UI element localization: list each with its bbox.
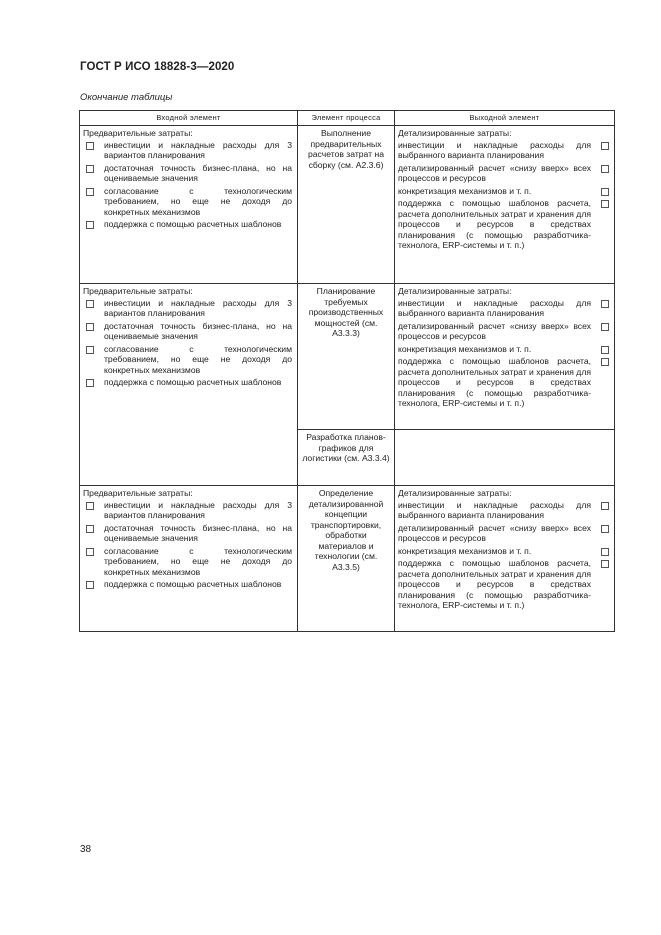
checkbox-icon bbox=[601, 323, 609, 331]
input-item: поддержка с помощью расчетных шаблонов bbox=[83, 219, 294, 230]
column-header-process: Элемент процесса bbox=[298, 111, 395, 126]
process-table bbox=[79, 110, 615, 632]
checkbox-icon bbox=[601, 358, 609, 366]
checkbox-icon bbox=[601, 502, 609, 510]
input-item: поддержка с помощью расчетных шаблонов bbox=[83, 579, 294, 590]
input-item: достаточная точность бизнес-плана, но на оцениваемые значения bbox=[83, 321, 294, 342]
document-title: ГОСТ Р ИСО 18828-3—2020 bbox=[80, 61, 235, 73]
output-item: детализированный расчет «снизу вверх» всех процессов и ресурсов bbox=[398, 163, 611, 184]
input-cell bbox=[80, 486, 298, 632]
checkbox-icon bbox=[86, 525, 94, 533]
page-number: 38 bbox=[80, 844, 92, 855]
checkbox-icon bbox=[86, 300, 94, 308]
output-item: детализированный расчет «снизу вверх» всех процессов и ресурсов bbox=[398, 321, 611, 342]
output-item: инвестиции и накладные расходы для выбранного варианта планирования bbox=[398, 500, 611, 521]
checkbox-icon bbox=[601, 200, 609, 208]
checkbox-icon bbox=[601, 300, 609, 308]
checkbox-icon bbox=[601, 142, 609, 150]
table-row bbox=[80, 126, 615, 284]
table-row bbox=[80, 486, 615, 632]
input-item: согласование с технологическим требованием, но еще не доходя до конкретных механизмов bbox=[83, 546, 294, 578]
input-item: инвестиции и накладные расходы для 3 вариантов планирования bbox=[83, 298, 294, 319]
input-item: согласование с технологическим требованием, но еще не доходя до конкретных механизмов bbox=[83, 186, 294, 218]
output-heading: Детализированные затраты: bbox=[398, 128, 512, 138]
checkbox-icon bbox=[601, 560, 609, 568]
checkbox-icon bbox=[86, 142, 94, 150]
checkbox-icon bbox=[601, 548, 609, 556]
output-item: конкретизация механизмов и т. п. bbox=[398, 186, 611, 197]
checkbox-icon bbox=[601, 525, 609, 533]
process-cell: Выполнение предварительных расчетов затрат на сборку (см. А2.3.6) bbox=[298, 126, 395, 284]
output-item: поддержка с помощью шаблонов расчета, расчета дополнительных затрат и хранения для процессов и ресурсов в средствах планирования (с помощью разработчика-технолога, ERP-системы и т. п.) bbox=[398, 198, 611, 251]
process-cell: Планирование требуемых производственных мощностей (см. А3.3.3) bbox=[298, 284, 395, 430]
checkbox-icon bbox=[86, 379, 94, 387]
column-header-input: Входной элемент bbox=[80, 111, 298, 126]
table-header-row bbox=[80, 111, 615, 126]
checkbox-icon bbox=[86, 221, 94, 229]
output-heading: Детализированные затраты: bbox=[398, 286, 512, 296]
output-item: поддержка с помощью шаблонов расчета, расчета дополнительных затрат и хранения для процессов и ресурсов в средствах планирования (с помощью разработчика-технолога, ERP-системы и т. п.) bbox=[398, 356, 611, 409]
checkbox-icon bbox=[86, 548, 94, 556]
table-caption: Окончание таблицы bbox=[80, 92, 173, 103]
input-item: достаточная точность бизнес-плана, но на оцениваемые значения bbox=[83, 523, 294, 544]
input-item: достаточная точность бизнес-плана, но на оцениваемые значения bbox=[83, 163, 294, 184]
checkbox-icon bbox=[601, 165, 609, 173]
input-heading: Предварительные затраты: bbox=[83, 488, 193, 498]
input-heading: Предварительные затраты: bbox=[83, 286, 193, 296]
output-item: инвестиции и накладные расходы для выбранного варианта планирования bbox=[398, 140, 611, 161]
input-item: инвестиции и накладные расходы для 3 вариантов планирования bbox=[83, 140, 294, 161]
input-heading: Предварительные затраты: bbox=[83, 128, 193, 138]
input-item: инвестиции и накладные расходы для 3 вариантов планирования bbox=[83, 500, 294, 521]
checkbox-icon bbox=[86, 581, 94, 589]
input-cell bbox=[80, 126, 298, 284]
output-cell bbox=[395, 284, 615, 430]
output-cell bbox=[395, 486, 615, 632]
input-item: поддержка с помощью расчетных шаблонов bbox=[83, 377, 294, 388]
output-cell-empty bbox=[395, 430, 615, 486]
table-row bbox=[80, 284, 615, 430]
output-heading: Детализированные затраты: bbox=[398, 488, 512, 498]
process-cell: Определение детализированной концепции транспортировки, обработки материалов и технологии (см. А3.3.5) bbox=[298, 486, 395, 632]
output-cell bbox=[395, 126, 615, 284]
process-cell: Разработка планов-графиков для логистики (см. А3.3.4) bbox=[298, 430, 395, 486]
checkbox-icon bbox=[86, 346, 94, 354]
checkbox-icon bbox=[601, 346, 609, 354]
input-item: согласование с технологическим требованием, но еще не доходя до конкретных механизмов bbox=[83, 344, 294, 376]
checkbox-icon bbox=[86, 188, 94, 196]
output-item: конкретизация механизмов и т. п. bbox=[398, 546, 611, 557]
input-cell bbox=[80, 284, 298, 486]
output-item: инвестиции и накладные расходы для выбранного варианта планирования bbox=[398, 298, 611, 319]
checkbox-icon bbox=[601, 188, 609, 196]
checkbox-icon bbox=[86, 323, 94, 331]
output-item: поддержка с помощью шаблонов расчета, расчета дополнительных затрат и хранения для процессов и ресурсов в средствах планирования (с помощью разработчика-технолога, ERP-системы и т. п.) bbox=[398, 558, 611, 611]
column-header-output: Выходной элемент bbox=[395, 111, 615, 126]
checkbox-icon bbox=[86, 502, 94, 510]
output-item: детализированный расчет «снизу вверх» всех процессов и ресурсов bbox=[398, 523, 611, 544]
output-item: конкретизация механизмов и т. п. bbox=[398, 344, 611, 355]
checkbox-icon bbox=[86, 165, 94, 173]
